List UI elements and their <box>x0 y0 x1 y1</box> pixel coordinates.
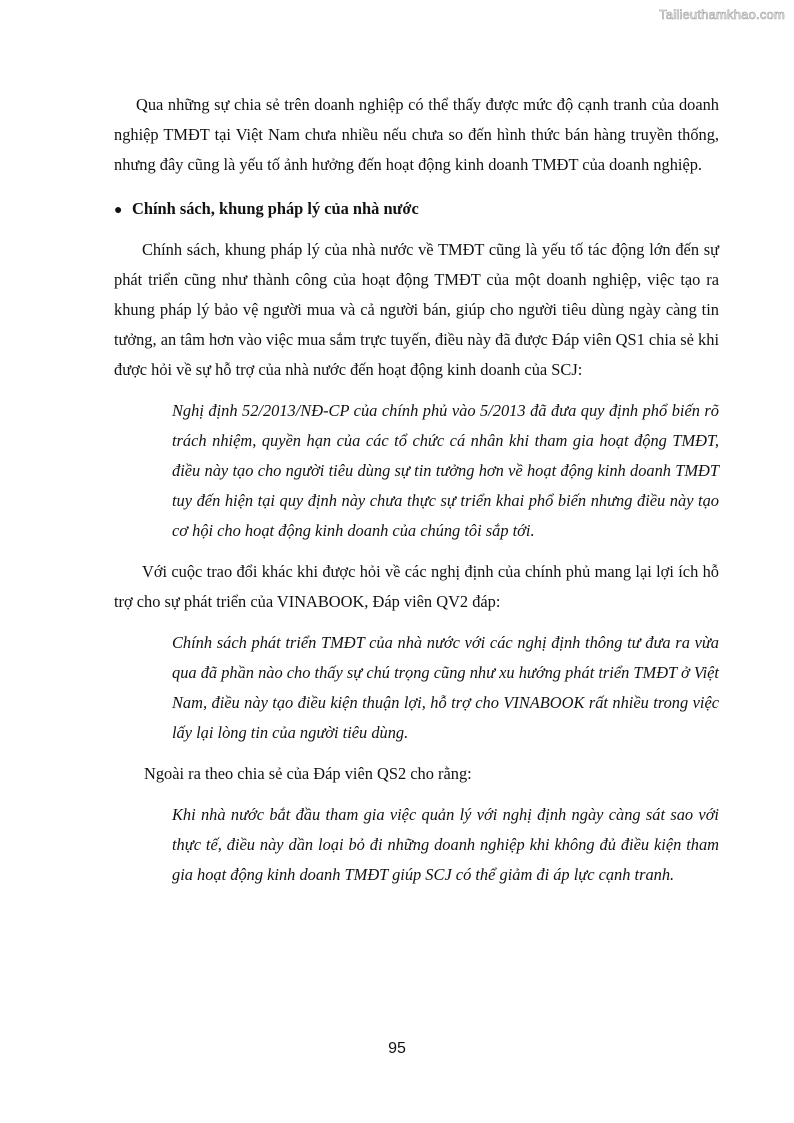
quote-qv2: Chính sách phát triển TMĐT của nhà nước với các nghị định thông tư đưa ra vừa qua đã phần nào cho thấy sự chú trọng cũng như xu hướng phát triển TMĐT ở Việt Nam, điều này tạo điều kiện thuận lợi, hỗ trợ cho VINABOOK rất nhiều trong việc lấy lại lòng tin của người tiêu dùng. <box>172 633 719 742</box>
section-heading <box>114 194 719 226</box>
quote-qs1: Nghị định 52/2013/NĐ-CP của chính phủ vào 5/2013 đã đưa quy định phổ biến rõ trách nhiệm, quyền hạn của các tổ chức cá nhân khi tham gia hoạt động TMĐT, điều này tạo cho người tiêu dùng sự tin tưởng hơn về hoạt động kinh doanh TMĐT tuy đến hiện tại quy định này chưa thực sự triển khai phổ biến nhưng điều này tạo cơ hội cho hoạt động kinh doanh của chúng tôi sắp tới. <box>172 401 719 540</box>
paragraph-policy: Chính sách, khung pháp lý của nhà nước về TMĐT cũng là yếu tố tác động lớn đến sự phát triển cũng như thành công của hoạt động TMĐT của một doanh nghiệp, việc tạo ra khung pháp lý bảo vệ người mua và cả người bán, giúp cho người tiêu dùng ngày càng tin tưởng, an tâm hơn vào việc mua sắm trực tuyến, điều này đã được Đáp viên QS1 chia sẻ khi được hỏi về sự hỗ trợ của nhà nước đến hoạt động kinh doanh của SCJ: <box>114 240 719 379</box>
quote-qs2: Khi nhà nước bắt đầu tham gia việc quản lý với nghị định ngày càng sát sao với thực tế, điều này dần loại bỏ đi những doanh nghiệp khi không đủ điều kiện tham gia hoạt động kinh doanh TMĐT giúp SCJ có thể giảm đi áp lực cạnh tranh. <box>172 805 719 884</box>
bullet-icon: ● <box>114 203 123 218</box>
paragraph-vinabook: Với cuộc trao đổi khác khi được hỏi về các nghị định của chính phủ mang lại lợi ích hỗ trợ cho sự phát triển của VINABOOK, Đáp viên QV2 đáp: <box>114 562 719 611</box>
page-number: 95 <box>388 1040 406 1057</box>
page-content <box>114 90 719 901</box>
paragraph-qs2-intro: Ngoài ra theo chia sẻ của Đáp viên QS2 cho rằng: <box>144 764 472 783</box>
section-heading-text: Chính sách, khung pháp lý của nhà nước <box>132 199 419 218</box>
paragraph-competition: Qua những sự chia sẻ trên doanh nghiệp có thể thấy được mức độ cạnh tranh của doanh nghiệp TMĐT tại Việt Nam chưa nhiều nếu chưa so đến hình thức bán hàng truyền thống, nhưng đây cũng là yếu tố ảnh hưởng đến hoạt động kinh doanh TMĐT của doanh nghiệp. <box>114 95 719 174</box>
watermark: Tailieuthamkhao.com <box>659 7 785 22</box>
